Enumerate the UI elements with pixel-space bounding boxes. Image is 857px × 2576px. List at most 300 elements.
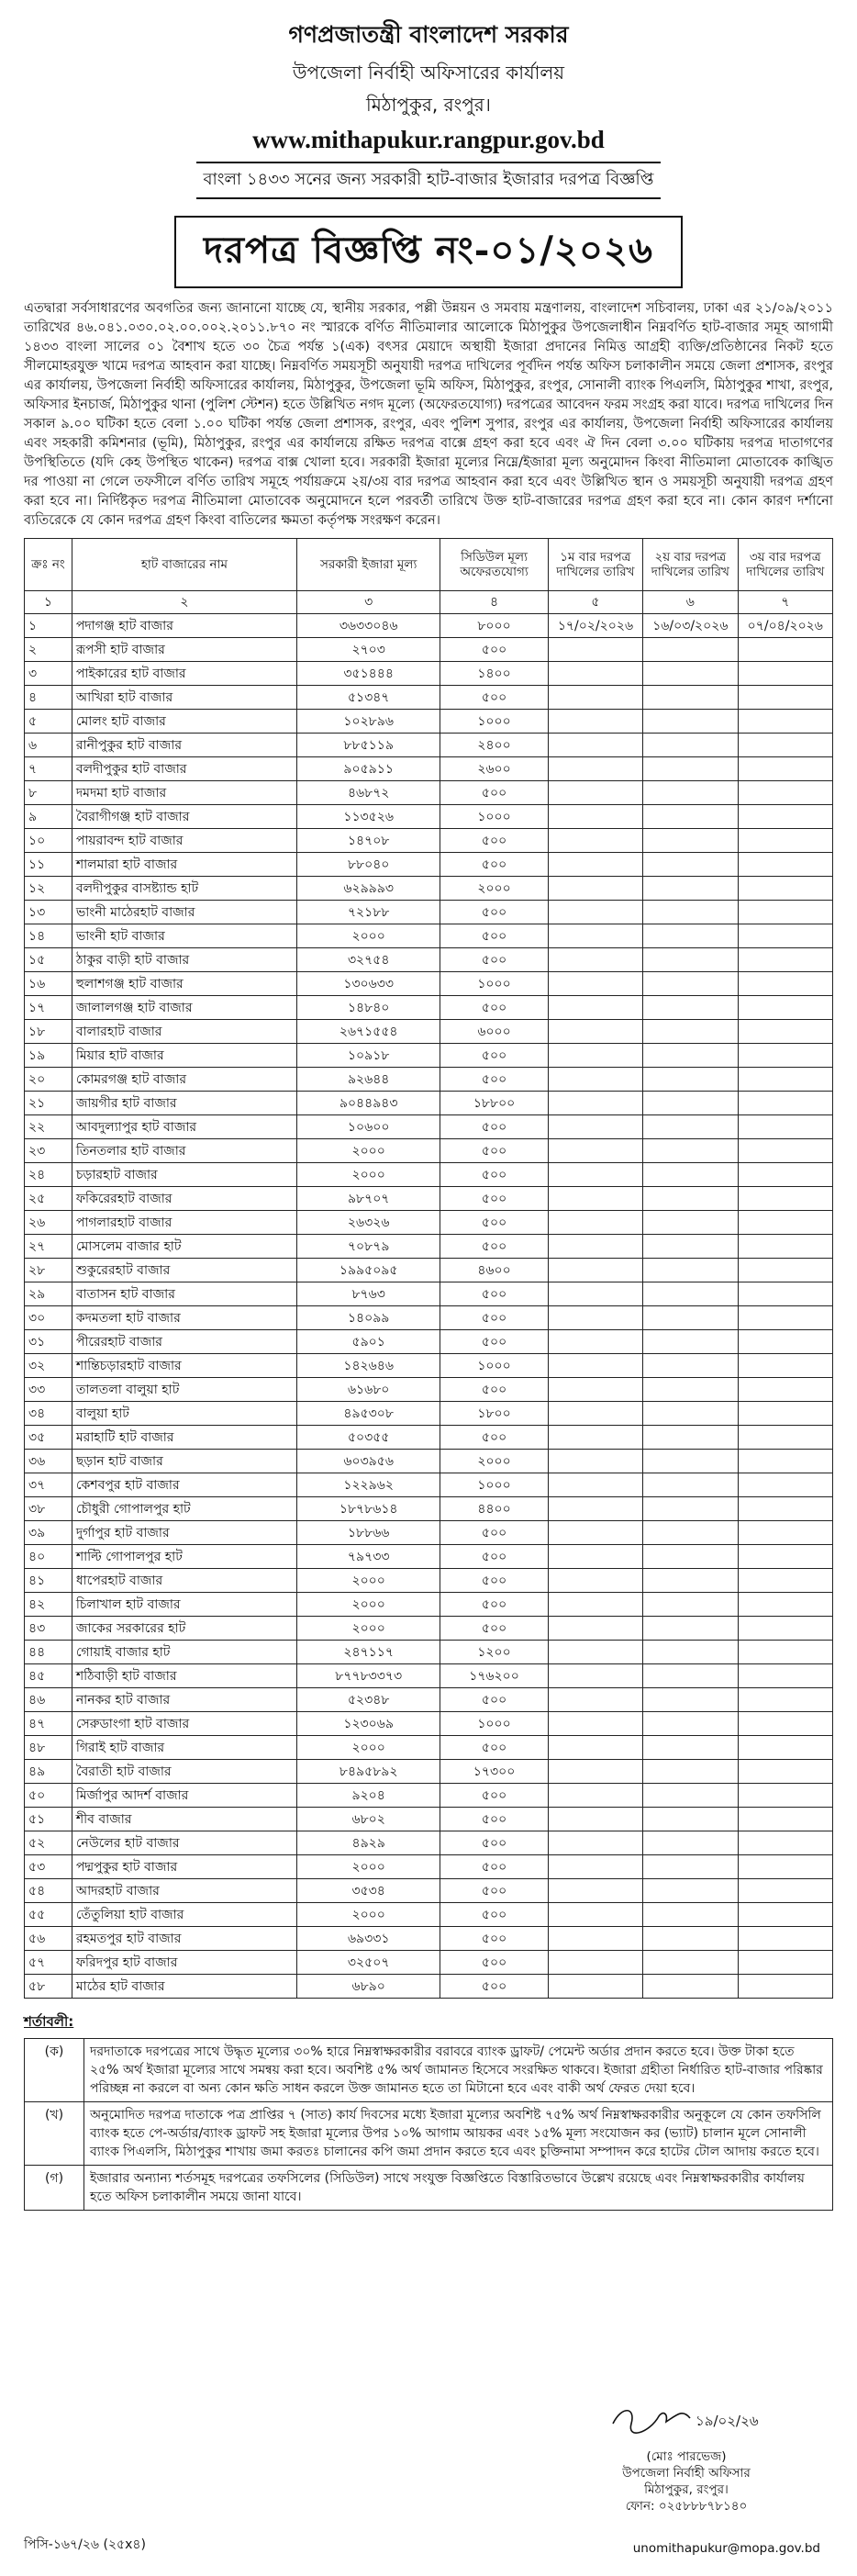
hat-name-cell: পীরেরহাট বাজার <box>72 1330 296 1354</box>
hat-name-cell: বৈরাতী হাট বাজার <box>72 1760 296 1784</box>
term-label: (খ) <box>25 2102 84 2166</box>
serial-cell: ৫ <box>25 710 72 734</box>
hat-name-cell: ছড়ান হাট বাজার <box>72 1450 296 1473</box>
table-row <box>25 1450 833 1473</box>
schedule-price-cell: ১০০০ <box>440 1712 548 1736</box>
table-row <box>25 1426 833 1450</box>
third-date-cell <box>738 1139 832 1163</box>
table-row <box>25 1593 833 1617</box>
schedule-price-cell: ৫০০ <box>440 1068 548 1092</box>
third-date-cell <box>738 1975 832 1999</box>
schedule-price-cell: ৫০০ <box>440 948 548 972</box>
second-date-cell <box>643 734 738 757</box>
term-text: দরদাতাকে দরপত্রের সাথে উদ্ধৃত মূল্যের ৩০% হারে নিম্নস্বাক্ষরকারীর বরাবরে ব্যাংক ড্রাফট/ পেমেন্ট অর্ডার প্রদান করতে হবে। উক্ত টাকা হতে ২৫% অর্থ ইজারা মূল্যের সাথে সমন্বয় করা হবে। অবশিষ্ট ৫% অর্থ জামানত হিসেবে সংরক্ষিত থাকবে। ইজারা গ্রহীতা নির্ধারিত হাট-বাজার পরিষ্কার পরিচ্ছন্ন না করলে বা অন্য কোন ক্ষতি সাধন করলে উক্ত জামানত হতে তা মিটানো হবে এবং বাকী অর্থ ফেরত দেয়া হবে। <box>84 2039 833 2102</box>
second-date-cell <box>643 972 738 996</box>
lease-value-cell: ২০০০ <box>296 1139 440 1163</box>
table-row <box>25 1641 833 1664</box>
schedule-price-cell: ৫০০ <box>440 1879 548 1903</box>
table-row <box>25 686 833 710</box>
schedule-price-cell: ১৭৩০০ <box>440 1760 548 1784</box>
second-date-cell <box>643 1330 738 1354</box>
first-date-cell <box>548 1282 642 1306</box>
lease-value-cell: ১৮৮৬৬ <box>296 1521 440 1545</box>
table-row <box>25 877 833 901</box>
serial-cell: ২৭ <box>25 1235 72 1259</box>
second-date-cell <box>643 1569 738 1593</box>
lease-value-cell: ৩৫৩৪ <box>296 1879 440 1903</box>
schedule-price-cell: ৫০০ <box>440 1855 548 1879</box>
third-date-cell <box>738 1354 832 1378</box>
table-row <box>25 1068 833 1092</box>
second-date-cell <box>643 1092 738 1115</box>
schedule-price-cell: ৫০০ <box>440 1927 548 1951</box>
second-date-cell <box>643 1354 738 1378</box>
table-row <box>25 1951 833 1975</box>
hat-name-cell: দমদমা হাট বাজার <box>72 781 296 805</box>
third-date-cell <box>738 1306 832 1330</box>
first-date-cell <box>548 1259 642 1282</box>
table-row <box>25 1975 833 1999</box>
first-date-cell <box>548 1569 642 1593</box>
hat-name-cell: মোসলেম বাজার হাট <box>72 1235 296 1259</box>
serial-cell: ৪১ <box>25 1569 72 1593</box>
table-row <box>25 1306 833 1330</box>
third-date-cell <box>738 1235 832 1259</box>
second-date-cell <box>643 1831 738 1855</box>
first-date-cell <box>548 686 642 710</box>
third-date-cell <box>738 1426 832 1450</box>
first-date-cell <box>548 1426 642 1450</box>
hat-name-cell: হুলাশগঞ্জ হাট বাজার <box>72 972 296 996</box>
table-row <box>25 638 833 662</box>
lease-value-cell: ৪৯৫৩০৮ <box>296 1402 440 1426</box>
second-date-cell <box>643 662 738 686</box>
second-date-cell <box>643 1927 738 1951</box>
schedule-price-cell: ৫০০ <box>440 1975 548 1999</box>
second-date-cell <box>643 757 738 781</box>
second-date-cell <box>643 1521 738 1545</box>
first-date-cell <box>548 757 642 781</box>
col-number: ৭ <box>738 591 832 614</box>
serial-cell: ২৫ <box>25 1187 72 1211</box>
second-date-cell <box>643 1975 738 1999</box>
schedule-price-cell: ১২০০ <box>440 1641 548 1664</box>
hat-name-cell: গোয়াই বাজার হাট <box>72 1641 296 1664</box>
second-date-cell <box>643 1808 738 1831</box>
third-date-cell <box>738 1378 832 1402</box>
lease-value-cell: ১০৬০০ <box>296 1115 440 1139</box>
serial-cell: ৬ <box>25 734 72 757</box>
table-row <box>25 1163 833 1187</box>
schedule-price-cell: ৫০০ <box>440 1235 548 1259</box>
hat-name-cell: গিরাই হাট বাজার <box>72 1736 296 1760</box>
hat-name-cell: শালমারা হাট বাজার <box>72 853 296 877</box>
hat-name-cell: আখিরা হাট বাজার <box>72 686 296 710</box>
table-row <box>25 972 833 996</box>
schedule-price-cell: ২০০০ <box>440 877 548 901</box>
first-date-cell: ১৭/০২/২০২৬ <box>548 614 642 638</box>
table-row <box>25 901 833 924</box>
lease-value-cell: ৩২৭৫৪ <box>296 948 440 972</box>
schedule-price-cell: ১০০০ <box>440 972 548 996</box>
hat-name-cell: পাগলারহাট বাজার <box>72 1211 296 1235</box>
hat-name-cell: রূপসী হাট বাজার <box>72 638 296 662</box>
table-row <box>25 1712 833 1736</box>
hat-name-cell: মিয়ার হাট বাজার <box>72 1044 296 1068</box>
lease-value-cell: ২৪৭১১৭ <box>296 1641 440 1664</box>
schedule-price-cell: ৫০০ <box>440 1593 548 1617</box>
table-row <box>25 948 833 972</box>
hat-name-cell: জায়গীর হাট বাজার <box>72 1092 296 1115</box>
table-row <box>25 1831 833 1855</box>
col-header-second-date: ২য় বার দরপত্র দাখিলের তারিখ <box>643 539 738 591</box>
first-date-cell <box>548 710 642 734</box>
lease-value-cell: ২০০০ <box>296 1736 440 1760</box>
first-date-cell <box>548 1450 642 1473</box>
third-date-cell <box>738 1951 832 1975</box>
schedule-price-cell: ১৪০০ <box>440 662 548 686</box>
serial-cell: ১৮ <box>25 1020 72 1044</box>
lease-value-cell: ১৪৮৪০ <box>296 996 440 1020</box>
third-date-cell <box>738 948 832 972</box>
third-date-cell <box>738 1282 832 1306</box>
serial-cell: ৪০ <box>25 1545 72 1569</box>
first-date-cell <box>548 1235 642 1259</box>
signature-date: ১৯/০২/২৬ <box>696 2413 759 2429</box>
third-date-cell <box>738 1330 832 1354</box>
second-date-cell <box>643 1450 738 1473</box>
lease-value-cell: ২০০০ <box>296 1163 440 1187</box>
serial-cell: ৫৭ <box>25 1951 72 1975</box>
schedule-price-cell: ৪৬০০ <box>440 1259 548 1282</box>
serial-cell: ৩৮ <box>25 1497 72 1521</box>
office-name: উপজেলা নির্বাহী অফিসারের কার্যালয় <box>292 62 565 84</box>
office-email: unomithapukur@mopa.gov.bd <box>632 2541 820 2556</box>
second-date-cell <box>643 1259 738 1282</box>
schedule-price-cell: ৫০০ <box>440 1187 548 1211</box>
signature-scrawl-icon <box>595 2396 778 2444</box>
lease-value-cell: ৬২৯৯৯৩ <box>296 877 440 901</box>
serial-cell: ১৪ <box>25 924 72 948</box>
hat-name-cell: আবদুল্যাপুর হাট বাজার <box>72 1115 296 1139</box>
table-row <box>25 1092 833 1115</box>
serial-cell: ২৮ <box>25 1259 72 1282</box>
second-date-cell <box>643 1641 738 1664</box>
second-date-cell <box>643 1044 738 1068</box>
signatory-name: (মোঃ পারভেজ) <box>646 2449 727 2464</box>
third-date-cell <box>738 662 832 686</box>
schedule-price-cell: ৪৪০০ <box>440 1497 548 1521</box>
table-row <box>25 1044 833 1068</box>
hat-name-cell: চৌধুরী গোপালপুর হাট <box>72 1497 296 1521</box>
lease-value-cell: ৬০৩৯৫৬ <box>296 1450 440 1473</box>
hat-name-cell: নানকর হাট বাজার <box>72 1688 296 1712</box>
hat-name-cell: ফকিরেরহাট বাজার <box>72 1187 296 1211</box>
serial-cell: ৪৫ <box>25 1664 72 1688</box>
third-date-cell <box>738 757 832 781</box>
first-date-cell <box>548 829 642 853</box>
third-date-cell <box>738 1831 832 1855</box>
table-row <box>25 1259 833 1282</box>
second-date-cell <box>643 1378 738 1402</box>
lease-value-cell: ২৬৩২৬ <box>296 1211 440 1235</box>
hat-name-cell: পায়রাবন্দ হাট বাজার <box>72 829 296 853</box>
hat-name-cell: কেশবপুর হাট বাজার <box>72 1473 296 1497</box>
serial-cell: ১৯ <box>25 1044 72 1068</box>
first-date-cell <box>548 1473 642 1497</box>
third-date-cell <box>738 924 832 948</box>
col-header-name: হাট বাজারের নাম <box>72 539 296 591</box>
column-number-row <box>25 591 833 614</box>
hat-name-cell: ফরিদপুর হাট বাজার <box>72 1951 296 1975</box>
hat-name-cell: রহমতপুর হাট বাজার <box>72 1927 296 1951</box>
schedule-price-cell: ১০০০ <box>440 805 548 829</box>
second-date-cell <box>643 1139 738 1163</box>
hat-name-cell: মাঠের হাট বাজার <box>72 1975 296 1999</box>
first-date-cell <box>548 853 642 877</box>
second-date-cell <box>643 710 738 734</box>
table-row <box>25 1927 833 1951</box>
table-row <box>25 1187 833 1211</box>
second-date-cell <box>643 1664 738 1688</box>
table-row <box>25 829 833 853</box>
schedule-price-cell: ২৬০০ <box>440 757 548 781</box>
first-date-cell <box>548 1808 642 1831</box>
second-date-cell <box>643 1617 738 1641</box>
first-date-cell <box>548 1855 642 1879</box>
lease-value-cell: ৬৮৯০ <box>296 1975 440 1999</box>
office-location: মিঠাপুকুর, রংপুর। <box>366 94 491 116</box>
lease-value-cell: ৭২১৮৮ <box>296 901 440 924</box>
schedule-price-cell: ৫০০ <box>440 1784 548 1808</box>
serial-cell: ৩৬ <box>25 1450 72 1473</box>
lease-value-cell: ২৭০৩ <box>296 638 440 662</box>
signatory-designation: উপজেলা নির্বাহী অফিসার <box>622 2466 751 2481</box>
schedule-price-cell: ১০০০ <box>440 1473 548 1497</box>
table-row <box>25 1569 833 1593</box>
schedule-price-cell: ১৮৮০০ <box>440 1092 548 1115</box>
lease-value-cell: ৫০৩৫৫ <box>296 1426 440 1450</box>
lease-value-cell: ১৪২৬৪৬ <box>296 1354 440 1378</box>
first-date-cell <box>548 662 642 686</box>
term-label: (গ) <box>25 2166 84 2211</box>
table-row <box>25 1736 833 1760</box>
table-row <box>25 734 833 757</box>
serial-cell: ৩৩ <box>25 1378 72 1402</box>
first-date-cell <box>548 734 642 757</box>
third-date-cell <box>738 1593 832 1617</box>
third-date-cell <box>738 1784 832 1808</box>
first-date-cell <box>548 1092 642 1115</box>
serial-cell: ৮ <box>25 781 72 805</box>
signatory-location: মিঠাপুকুর, রংপুর। <box>644 2482 729 2497</box>
hat-name-cell: কোমরগঞ্জ হাট বাজার <box>72 1068 296 1092</box>
serial-cell: ৩০ <box>25 1306 72 1330</box>
term-text: অনুমোদিত দরপত্র দাতাকে পত্র প্রাপ্তির ৭ (সাত) কার্য দিবসের মধ্যে ইজারা মূল্যের অবশিষ্ট ৭৫% অর্থ নিম্নস্বাক্ষরকারীর অনুকূলে যে কোন তফসিলি ব্যাংক হতে পে-অর্ডার/ব্যাংক ড্রাফট সহ ইজারা মূল্যের উপর ১০% আগাম আয়কর এবং ১৫% মূল্য সংযোজন কর (ভ্যাট) চালান মূলে সোনালী ব্যাংক পিএলসি, মিঠাপুকুর শাখায় জমা করতঃ চালানের কপি জমা প্রদান করতে হবে এবং চুক্তিনামা সম্পাদন করে হাটের টোল আদায় করতে হবে। <box>84 2102 833 2166</box>
website-url: www.mithapukur.rangpur.gov.bd <box>252 126 605 153</box>
second-date-cell <box>643 638 738 662</box>
serial-cell: ৯ <box>25 805 72 829</box>
lease-value-cell: ৮৮৫১১৯ <box>296 734 440 757</box>
hat-name-cell: তালতলা বালুয়া হাট <box>72 1378 296 1402</box>
second-date-cell <box>643 1760 738 1784</box>
second-date-cell <box>643 1211 738 1235</box>
first-date-cell <box>548 1760 642 1784</box>
first-date-cell <box>548 972 642 996</box>
second-date-cell <box>643 1593 738 1617</box>
serial-cell: ১৭ <box>25 996 72 1020</box>
table-row <box>25 614 833 638</box>
serial-cell: ৩৪ <box>25 1402 72 1426</box>
government-title: গণপ্রজাতন্ত্রী বাংলাদেশ সরকার <box>288 21 569 48</box>
hat-name-cell: শাল্টি গোপালপুর হাট <box>72 1545 296 1569</box>
table-row <box>25 1760 833 1784</box>
hat-bazar-table <box>24 538 833 1999</box>
schedule-price-cell: ১৮০০ <box>440 1402 548 1426</box>
second-date-cell <box>643 1903 738 1927</box>
first-date-cell <box>548 1211 642 1235</box>
table-row <box>25 1330 833 1354</box>
table-row <box>25 781 833 805</box>
third-date-cell <box>738 1641 832 1664</box>
schedule-price-cell: ৫০০ <box>440 1903 548 1927</box>
hat-name-cell: বলদীপুকুর বাসষ্ট্যান্ড হাট <box>72 877 296 901</box>
first-date-cell <box>548 1736 642 1760</box>
serial-cell: ৪৮ <box>25 1736 72 1760</box>
third-date-cell <box>738 972 832 996</box>
third-date-cell <box>738 1020 832 1044</box>
hat-name-cell: পদ্মপুকুর হাট বাজার <box>72 1855 296 1879</box>
terms-section <box>24 2011 833 2211</box>
table-row <box>25 1903 833 1927</box>
second-date-cell <box>643 1115 738 1139</box>
lease-value-cell: ৮৭৬৩ <box>296 1282 440 1306</box>
hat-name-cell: বাতাসন হাট বাজার <box>72 1282 296 1306</box>
second-date-cell <box>643 877 738 901</box>
hat-name-cell: পদাগঞ্জ হাট বাজার <box>72 614 296 638</box>
third-date-cell <box>738 1044 832 1068</box>
third-date-cell <box>738 1617 832 1641</box>
first-date-cell <box>548 1545 642 1569</box>
second-date-cell <box>643 686 738 710</box>
hat-name-cell: জালালগঞ্জ হাট বাজার <box>72 996 296 1020</box>
first-date-cell <box>548 1139 642 1163</box>
first-date-cell <box>548 1330 642 1354</box>
schedule-price-cell: ৫০০ <box>440 638 548 662</box>
lease-value-cell: ৮৭৭৮৩৩৭৩ <box>296 1664 440 1688</box>
lease-value-cell: ১৪৭০৮ <box>296 829 440 853</box>
second-date-cell <box>643 1402 738 1426</box>
col-header-third-date: ৩য় বার দরপত্র দাখিলের তারিখ <box>738 539 832 591</box>
second-date-cell <box>643 1068 738 1092</box>
schedule-price-cell: ১৭৬২০০ <box>440 1664 548 1688</box>
second-date-cell <box>643 1736 738 1760</box>
second-date-cell <box>643 1235 738 1259</box>
schedule-price-cell: ৫০০ <box>440 1330 548 1354</box>
notice-subtitle: বাংলা ১৪৩৩ সনের জন্য সরকারী হাট-বাজার ইজারার দরপত্র বিজ্ঞপ্তি <box>196 162 662 199</box>
lease-value-cell: ১২২৯৬২ <box>296 1473 440 1497</box>
lease-value-cell: ৩৫১৪৪৪ <box>296 662 440 686</box>
serial-cell: ২০ <box>25 1068 72 1092</box>
schedule-price-cell: ৫০০ <box>440 1569 548 1593</box>
first-date-cell <box>548 1903 642 1927</box>
table-row <box>25 805 833 829</box>
hat-name-cell: জাকের সরকারের হাট <box>72 1617 296 1641</box>
serial-cell: ৩১ <box>25 1330 72 1354</box>
third-date-cell <box>738 1402 832 1426</box>
hat-name-cell: দুর্গাপুর হাট বাজার <box>72 1521 296 1545</box>
third-date-cell <box>738 1664 832 1688</box>
second-date-cell <box>643 1306 738 1330</box>
third-date-cell <box>738 1259 832 1282</box>
table-row <box>25 1139 833 1163</box>
third-date-cell <box>738 1688 832 1712</box>
table-row <box>25 1235 833 1259</box>
first-date-cell <box>548 877 642 901</box>
table-row <box>25 1688 833 1712</box>
lease-value-cell: ৫২৩৪৮ <box>296 1688 440 1712</box>
lease-value-cell: ৮৪৯৫৮৯২ <box>296 1760 440 1784</box>
first-date-cell <box>548 1306 642 1330</box>
schedule-price-cell: ১০০০ <box>440 710 548 734</box>
term-item <box>25 2039 833 2102</box>
lease-value-cell: ২০০০ <box>296 1903 440 1927</box>
first-date-cell <box>548 1688 642 1712</box>
hat-name-cell: মোলং হাট বাজার <box>72 710 296 734</box>
serial-cell: ৩৭ <box>25 1473 72 1497</box>
schedule-price-cell: ৫০০ <box>440 686 548 710</box>
lease-value-cell: ৯৮৭০৭ <box>296 1187 440 1211</box>
lease-value-cell: ৬৯৩৩১ <box>296 1927 440 1951</box>
serial-cell: ৪২ <box>25 1593 72 1617</box>
lease-value-cell: ২০০০ <box>296 1617 440 1641</box>
second-date-cell <box>643 1545 738 1569</box>
table-row <box>25 853 833 877</box>
table-row <box>25 1497 833 1521</box>
second-date-cell <box>643 781 738 805</box>
col-number: ৩ <box>296 591 440 614</box>
terms-table <box>24 2038 833 2211</box>
hat-name-cell: চড়ারহাট বাজার <box>72 1163 296 1187</box>
lease-value-cell: ৯০৪৪৯৪৩ <box>296 1092 440 1115</box>
third-date-cell <box>738 1473 832 1497</box>
table-row <box>25 1378 833 1402</box>
table-row <box>25 996 833 1020</box>
first-date-cell <box>548 1712 642 1736</box>
table-body <box>25 591 833 1999</box>
serial-cell: ৫৬ <box>25 1927 72 1951</box>
terms-title: শর্তাবলী: <box>24 2013 74 2030</box>
schedule-price-cell: ১০০০ <box>440 1354 548 1378</box>
first-date-cell <box>548 1354 642 1378</box>
col-header-lease-value: সরকারী ইজারা মূল্য <box>296 539 440 591</box>
serial-cell: ৪৬ <box>25 1688 72 1712</box>
first-date-cell <box>548 1927 642 1951</box>
first-date-cell <box>548 1975 642 1999</box>
third-date-cell <box>738 996 832 1020</box>
serial-cell: ২৯ <box>25 1282 72 1306</box>
serial-cell: ৫৫ <box>25 1903 72 1927</box>
first-date-cell <box>548 638 642 662</box>
table-row <box>25 1545 833 1569</box>
serial-cell: ২৪ <box>25 1163 72 1187</box>
table-row <box>25 1808 833 1831</box>
term-item <box>25 2102 833 2166</box>
schedule-price-cell: ৫০০ <box>440 1139 548 1163</box>
second-date-cell <box>643 901 738 924</box>
schedule-price-cell: ৬০০০ <box>440 1020 548 1044</box>
col-number: ৬ <box>643 591 738 614</box>
